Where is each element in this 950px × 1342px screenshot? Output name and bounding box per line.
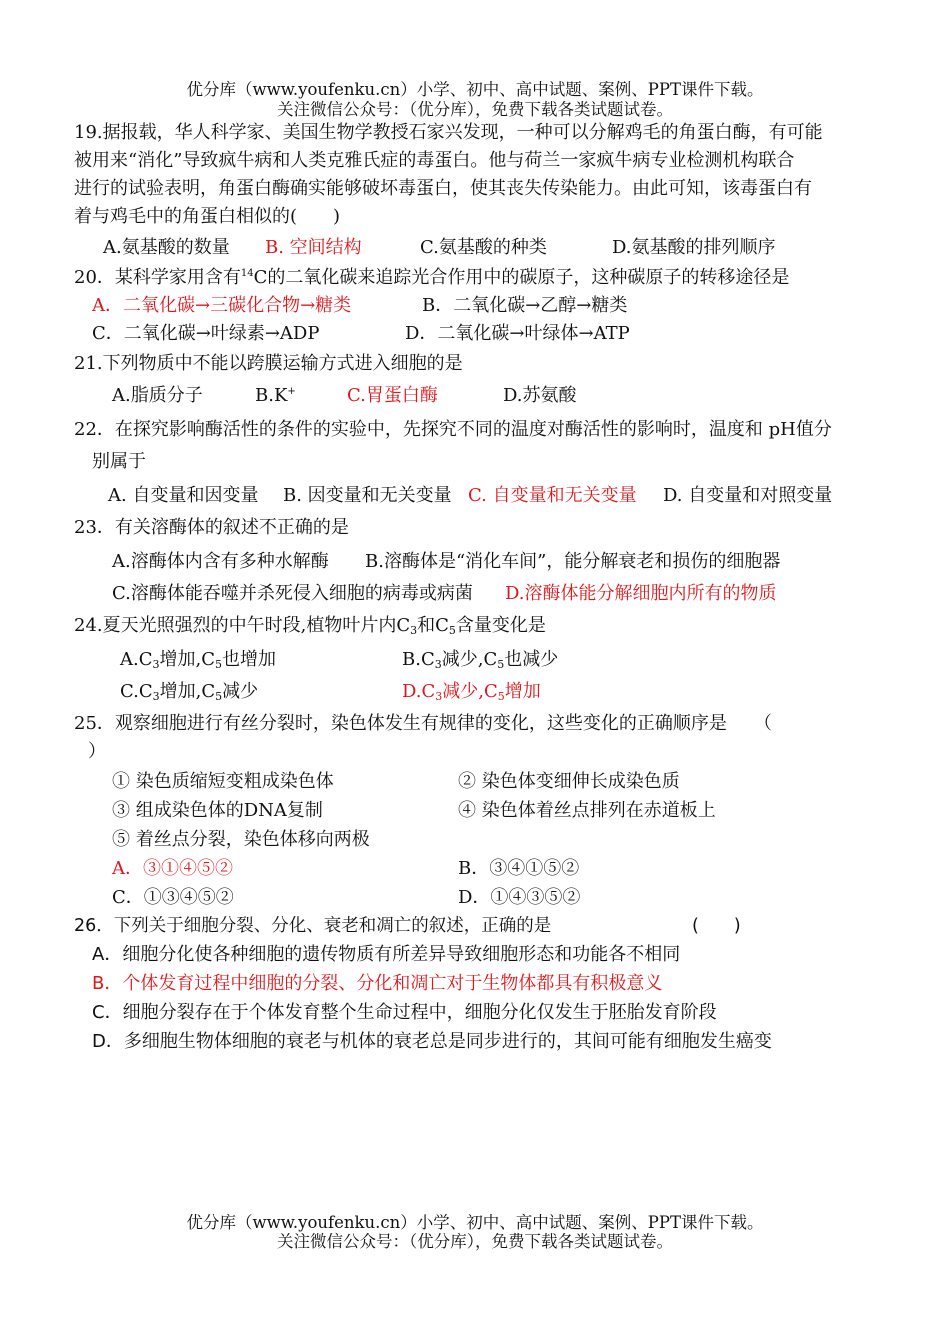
q19-stem-4: 着与鸡毛中的角蛋白相似的( ) [74,206,341,227]
q24-a-5: 也增加 [222,649,276,670]
q19-option-c: C.氨基酸的种类 [420,237,547,258]
q26-paren: ( ) [692,916,741,936]
q25-stem: 25．观察细胞进行有丝分裂时，染色体发生有规律的变化，这些变化的正确顺序是 （ [74,713,772,734]
q20-stem-pre: 20．某科学家用含有 [74,267,241,288]
q23-option-d: D.溶酶体能分解细胞内所有的物质 [505,583,777,604]
q20-option-a: A．二氧化碳→三碳化合物→糖类 [92,295,352,316]
footer-line-2: 关注微信公众号：（优分库），免费下载各类试题试卷。 [277,1232,673,1251]
q22-option-c: C. 自变量和无关变量 [468,485,637,506]
q26-stem: 26．下列关于细胞分裂、分化、衰老和凋亡的叙述，正确的是 [74,916,552,936]
q24-a-3: 增加,C [159,649,215,670]
q19-option-b: B. 空间结构 [265,237,362,258]
q26-option-d: D．多细胞生物体细胞的衰老与机体的衰老总是同步进行的，其间可能有细胞发生癌变 [92,1031,772,1052]
q20-stem [74,266,789,290]
q24-b-2: 3 [434,658,442,671]
q21-option-c: C.胃蛋白酶 [347,385,438,406]
q24-d-1: D.C [402,681,436,702]
header-line-2: 关注微信公众号：（优分库），免费下载各类试题试卷。 [277,100,673,119]
header-line-1: 优分库（www.youfenku.cn）小学、初中、高中试题、案例、PPT课件下载。 [186,80,764,99]
q25-stem-end: ） [88,741,106,762]
q22-option-b: B. 因变量和无关变量 [283,485,452,506]
q21-option-b-text: B.K [255,385,288,406]
q24-d-3: 减少,C [442,681,498,702]
q23-option-b: B.溶酶体是“消化车间”，能分解衰老和损伤的细胞器 [365,551,781,572]
q22-stem-2: 别属于 [92,451,146,472]
q24-option-b [402,648,558,672]
q22-option-d: D. 自变量和对照变量 [663,485,833,506]
q21-option-a: A.脂质分子 [112,385,203,406]
q21-option-b [255,384,296,408]
q26-option-c: C．细胞分裂存在于个体发育整个生命过程中，细胞分化仅发生于胚胎发育阶段 [92,1002,717,1023]
q24-d-5: 增加 [504,681,541,702]
q24-stem-a: 24.夏天光照强烈的中午时段,植物叶片内C [74,615,411,636]
q24-a-1: A.C [120,649,153,670]
q22-stem-1: 22．在探究影响酶活性的条件的实验中，先探究不同的温度对酶活性的影响时，温度和 pH值分 [74,419,832,440]
q25-item-2: ② 染色体变细伸长成染色质 [458,771,680,792]
q20-option-c: C．二氧化碳→叶绿素→ADP [92,323,320,344]
q24-option-c [120,680,258,704]
q19-stem-3: 进行的试验表明，角蛋白酶确实能够破坏毒蛋白，使其丧失传染能力。由此可知，该毒蛋白有 [74,178,812,199]
q21-option-b-sup: + [287,386,296,397]
q24-d-4: 5 [497,690,505,703]
q24-stem-sub2: 5 [448,624,456,637]
q24-c-5: 减少 [222,681,259,702]
q24-stem [74,614,546,638]
q20-stem-sup: 14 [240,268,254,279]
q25-option-a: A．③①④⑤② [112,858,233,879]
q25-option-c: C．①③④⑤② [112,887,234,908]
q24-d-2: 3 [435,690,443,703]
q25-item-1: ① 染色质缩短变粗成染色体 [112,771,334,792]
q20-option-d: D．二氧化碳→叶绿体→ATP [405,323,630,344]
q24-option-d [402,680,541,704]
q25-option-d: D．①④③⑤② [458,887,581,908]
q21-stem: 21.下列物质中不能以跨膜运输方式进入细胞的是 [74,353,463,374]
q19-option-a: A.氨基酸的数量 [103,237,230,258]
q25-item-3: ③ 组成染色体的DNA复制 [112,800,323,821]
q24-option-a [120,648,276,672]
q23-option-a: A.溶酶体内含有多种水解酶 [112,551,329,572]
q21-option-d: D.苏氨酸 [503,385,577,406]
q23-option-c: C.溶酶体能吞噬并杀死侵入细胞的病毒或病菌 [112,583,473,604]
q24-stem-c: 含量变化是 [455,615,546,636]
q24-c-3: 增加,C [159,681,216,702]
q26-option-a: A．细胞分化使各种细胞的遗传物质有所差异导致细胞形态和功能各不相同 [92,944,681,965]
q20-stem-post: C的二氧化碳来追踪光合作用中的碳原子，这种碳原子的转移途径是 [253,267,790,288]
q24-stem-sub1: 3 [410,624,418,637]
q26-option-b: B．个体发育过程中细胞的分裂、分化和凋亡对于生物体都具有积极意义 [92,973,663,994]
q23-stem: 23．有关溶酶体的叙述不正确的是 [74,517,349,538]
footer-line-1: 优分库（www.youfenku.cn）小学、初中、高中试题、案例、PPT课件下载。 [186,1213,764,1232]
q24-a-2: 3 [152,658,160,671]
q22-option-a: A. 自变量和因变量 [108,485,259,506]
q24-b-3: 减少,C [441,649,498,670]
q24-a-4: 5 [215,658,222,671]
q25-option-b: B．③④①⑤② [458,858,580,879]
q19-option-d: D.氨基酸的排列顺序 [612,237,776,258]
q20-option-b: B．二氧化碳→乙醇→糖类 [422,295,628,316]
q24-stem-b: 和C [417,615,449,636]
q24-c-4: 5 [215,690,223,703]
q24-b-1: B.C [402,649,435,670]
q19-stem-1: 19.据报载，华人科学家、美国生物学教授石家兴发现，一种可以分解鸡毛的角蛋白酶，有可能 [74,122,823,143]
q24-b-5: 也减少 [504,649,559,670]
q24-c-1: C.C [120,681,153,702]
q24-b-4: 5 [497,658,505,671]
q25-item-4: ④ 染色体着丝点排列在赤道板上 [458,800,716,821]
q25-item-5: ⑤ 着丝点分裂，染色体移向两极 [112,829,370,850]
q24-c-2: 3 [152,690,160,703]
q19-stem-2: 被用来“消化”导致疯牛病和人类克雅氏症的毒蛋白。他与荷兰一家疯牛病专业检测机构联合 [74,150,795,171]
